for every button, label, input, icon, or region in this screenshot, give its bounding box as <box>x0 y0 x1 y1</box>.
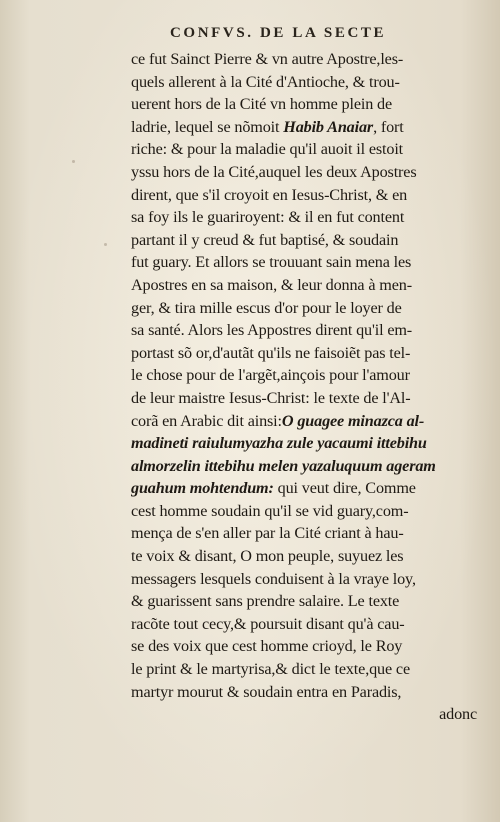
text-line <box>131 477 481 500</box>
paper-blemish <box>72 160 75 163</box>
text-line-segment: corã en Arabic dit ainsi: <box>131 411 282 430</box>
text-line: le print & le martyrisa,& dict le texte,que ce <box>131 660 410 679</box>
text-line: partant il y creud & fut baptisé, & soudain <box>131 230 399 249</box>
text-line: ger, & tira mille escus d'or pour le loyer de <box>131 298 402 317</box>
running-head: CONFVS. DE LA SECTE <box>170 25 387 41</box>
text-line: portast sõ or,d'autãt qu'ils ne faisoiẽt pas tel- <box>131 343 411 362</box>
text-line: sa foy ils le guariroyent: & il en fut content <box>131 208 405 227</box>
text-line: te voix & disant, O mon peuple, suyuez les <box>131 547 404 566</box>
text-line: cest homme soudain qu'il se vid guary,com- <box>131 501 409 520</box>
text-line: quels allerent à la Cité d'Antioche, & trou- <box>131 72 400 91</box>
text-line: & guarissent sans prendre salaire. Le texte <box>131 592 400 611</box>
catchword: adonc <box>439 705 477 724</box>
text-line: Apostres en sa maison, & leur donna à men- <box>131 275 412 294</box>
italic-name: Habib Anaiar <box>283 117 374 136</box>
text-line <box>131 410 481 433</box>
text-line-segment: qui veut dire, Comme <box>273 479 416 498</box>
text-line: uerent hors de la Cité vn homme plein de <box>131 95 393 114</box>
text-line-segment: ladrie, lequel se nõmoit <box>131 117 284 136</box>
text-line: martyr mourut & soudain entra en Paradis, <box>131 682 402 701</box>
text-line-segment: , fort <box>373 117 404 136</box>
text-line: fut guary. Et allors se trouuant sain mena les <box>131 253 412 272</box>
text-line: mença de s'en aller par la Cité criant à hau- <box>131 524 404 543</box>
text-line <box>131 116 481 139</box>
text-line: dirent, que s'il croyoit en Iesus-Christ, & en <box>131 185 408 204</box>
arabic-transliteration-line: almorzelin ittebihu melen yazaluquum ageram <box>131 456 436 475</box>
text-line: yssu hors de la Cité,auquel les deux Apostres <box>131 162 417 181</box>
body-text <box>131 48 481 726</box>
text-line: ce fut Sainct Pierre & vn autre Apostre,les- <box>131 50 404 68</box>
text-line: de leur maistre Iesus-Christ: le texte de l'Al- <box>131 388 411 407</box>
arabic-transliteration-line: madineti raiulumyazha zule yacaumi ittebihu <box>131 434 427 453</box>
text-line: le chose pour de l'argẽt,ainçois pour l'amour <box>131 366 410 385</box>
arabic-transliteration: O guagee minazca al- <box>281 411 425 430</box>
arabic-transliteration: guahum mohtendum: <box>131 479 274 498</box>
paper-blemish <box>104 243 107 246</box>
text-line: messagers lesquels conduisent à la vraye loy, <box>131 569 416 588</box>
text-line: se des voix que cest homme crioyd, le Roy <box>131 637 403 656</box>
text-line: riche: & pour la maladie qu'il auoit il estoit <box>131 140 404 159</box>
text-line: racõte tout cecy,& poursuit disant qu'à cau- <box>131 614 405 633</box>
text-line: sa santé. Alors les Appostres dirent qu'il em- <box>131 321 413 340</box>
